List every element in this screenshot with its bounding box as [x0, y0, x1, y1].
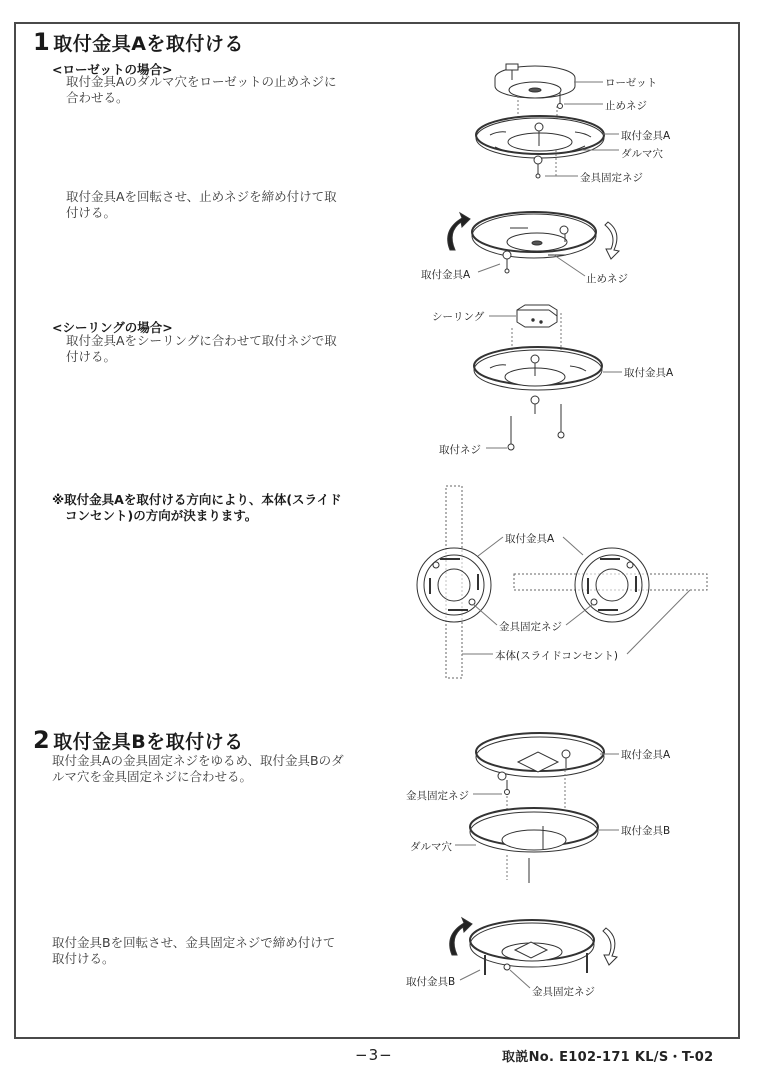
label-bracket-b: 取付金具B [621, 825, 671, 837]
page-number: −3− [355, 1046, 393, 1064]
document-number: 取説No. E102-171 KL/S・T-02 [502, 1050, 714, 1065]
label-keyhole: ダルマ穴 [621, 148, 663, 160]
label-stop-screw: 止めネジ [605, 100, 647, 112]
text-line: 取付金具Aをシーリングに合わせて取付ネジで取 [66, 333, 337, 348]
label-fixing-screw-orientation: 金具固定ネジ [499, 621, 562, 633]
text-line: ルマ穴を金具固定ネジに合わせる。 [52, 769, 253, 784]
text-line: 合わせる。 [66, 90, 129, 105]
label-main-body: 本体(スライドコンセント) [495, 650, 618, 662]
text-line: 取付金具Aの金具固定ネジをゆるめ、取付金具Bのダ [52, 753, 344, 768]
label-stop-screw-rotate: 止めネジ [586, 273, 628, 285]
step1-title-text: 取付金具Aを取付ける [53, 33, 244, 55]
label-bracket-a-step2: 取付金具A [621, 749, 671, 761]
label-fixing-screw-rotate: 金具固定ネジ [532, 986, 595, 998]
text-line: 取付金具Aを回転させ、止めネジを締め付けて取 [66, 189, 337, 204]
rosette-heading: <ローゼットの場合> [52, 62, 173, 77]
label-mount-screw: 取付ネジ [439, 444, 481, 456]
label-bracket-a-ceiling: 取付金具A [624, 367, 674, 379]
text-line: 取付ける。 [52, 951, 115, 966]
label-bracket-a: 取付金具A [621, 130, 671, 142]
label-bracket-b-rotate: 取付金具B [406, 976, 456, 988]
label-fixing-screw-step2: 金具固定ネジ [406, 790, 469, 802]
text-line: コンセント)の方向が決まります。 [65, 508, 258, 523]
step2-title-text: 取付金具Bを取付ける [53, 731, 244, 753]
label-rosette: ローゼット [605, 77, 658, 89]
text-line: ※取付金具Aを取付ける方向により、本体(スライド [52, 492, 342, 507]
text-line: 付ける。 [66, 205, 117, 220]
text-line: 取付金具Aのダルマ穴をローゼットの止めネジに [66, 74, 337, 89]
ceiling-heading: <シーリングの場合> [52, 320, 173, 335]
label-bracket-a-orientation: 取付金具A [505, 533, 555, 545]
label-keyhole-step2: ダルマ穴 [410, 841, 452, 853]
text-line: 取付金具Bを回転させ、金具固定ネジで締め付けて [52, 935, 336, 950]
step1-number: 1 [33, 28, 51, 56]
label-ceiling: シーリング [432, 311, 485, 323]
text-line: 付ける。 [66, 349, 117, 364]
label-fixing-screw: 金具固定ネジ [580, 172, 643, 184]
step2-number: 2 [33, 726, 51, 754]
label-bracket-a-rotate: 取付金具A [421, 269, 471, 281]
